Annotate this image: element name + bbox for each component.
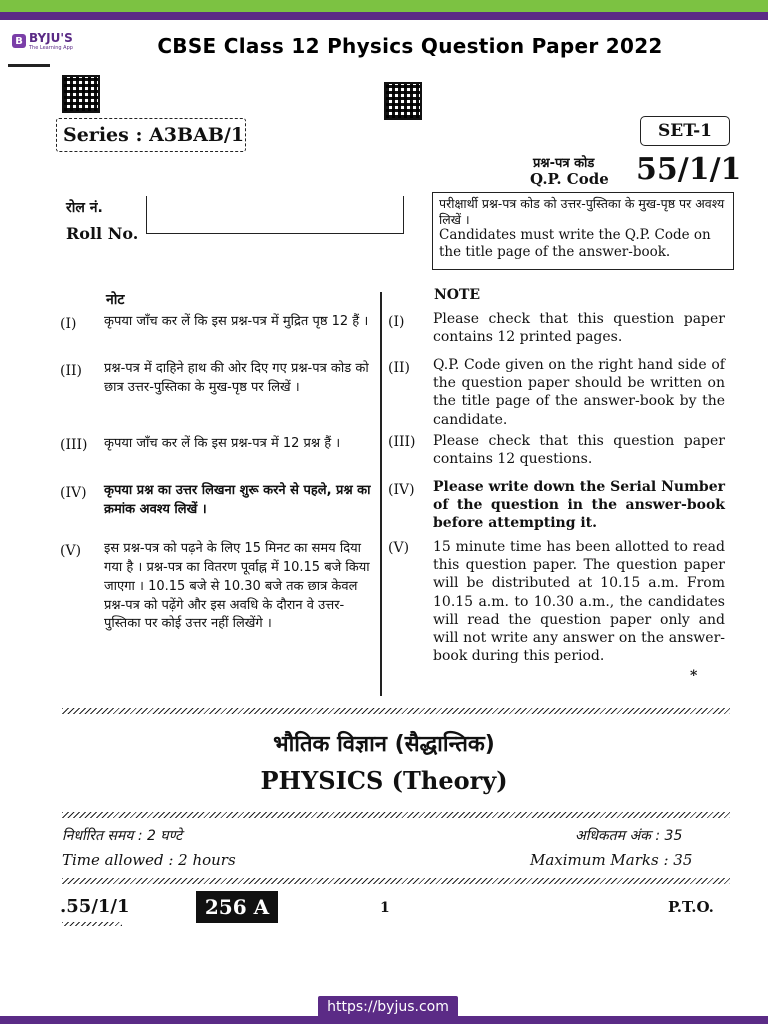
note-item: Q.P. Code given on the right hand side of the question paper should be written on the title page of the answer-book by the candidate. — [433, 357, 725, 428]
qp-code-label-hindi: प्रश्न-पत्र कोड — [533, 156, 595, 171]
note-heading: NOTE — [434, 287, 481, 303]
top-purple-bar — [0, 12, 768, 20]
note-number: (V) — [388, 540, 410, 556]
note-item: Please check that this question paper contains 12 questions. — [433, 433, 725, 468]
candidate-instruction-box — [432, 192, 734, 270]
brand-tagline: The Learning App — [29, 45, 73, 51]
note-number: (I) — [60, 316, 77, 332]
time-allowed: Time allowed : 2 hours — [62, 851, 236, 869]
footer-code-box: 256 A — [196, 891, 278, 923]
note-item-hindi: कृपया जाँच कर लें कि इस प्रश्न-पत्र में 12 प्रश्न हैं । — [104, 436, 341, 451]
note-item-hindi: कृपया जाँच कर लें कि इस प्रश्न-पत्र में मुद्रित पृष्ठ 12 हैं । — [104, 314, 369, 329]
note-number: (IV) — [388, 482, 415, 498]
note-number: (IV) — [60, 485, 87, 501]
footer-paper-code: .55/1/1 — [60, 896, 130, 917]
qp-code: 55/1/1 — [636, 152, 742, 187]
wavy-divider — [62, 708, 730, 714]
max-marks: Maximum Marks : 35 — [530, 851, 693, 869]
subject-title-hindi: भौतिक विज्ञान (सैद्धान्तिक) — [273, 732, 495, 757]
roll-label-hindi: रोल नं. — [66, 200, 103, 216]
website-link[interactable]: https://byjus.com — [318, 996, 458, 1018]
series-box: Series : A3BAB/1 — [56, 118, 246, 152]
max-marks-hindi: अधिकतम अंक : 35 — [575, 828, 683, 844]
qr-code-icon — [62, 75, 100, 113]
wavy-divider — [62, 878, 730, 884]
candidate-note-hindi: परीक्षार्थी प्रश्न-पत्र कोड को उत्तर-पुस्तिका के मुख-पृष्ठ पर अवश्य लिखें । — [439, 196, 725, 227]
note-item: Please check that this question paper contains 12 printed pages. — [433, 311, 725, 346]
brand-name: BYJU'S — [29, 31, 73, 45]
note-number: (V) — [60, 543, 82, 559]
note-number: (III) — [388, 434, 416, 450]
qp-code-label: Q.P. Code — [530, 170, 609, 188]
note-heading-hindi: नोट — [106, 292, 125, 308]
note-item-hindi: कृपया प्रश्न का उत्तर लिखना शुरू करने से पहले, प्रश्न का क्रमांक अवश्य लिखें । — [104, 483, 371, 517]
candidate-note: Candidates must write the Q.P. Code on the title page of the answer-book. — [439, 227, 711, 261]
note-item-hindi: प्रश्न-पत्र में दाहिने हाथ की ओर दिए गए प्रश्न-पत्र कोड को छात्र उत्तर-पुस्तिका के मुख-पृष्ठ पर लिखें । — [104, 361, 369, 395]
note-number: (II) — [60, 363, 82, 379]
byjus-logo-icon: B — [12, 34, 26, 48]
column-divider — [380, 292, 382, 696]
note-number: (II) — [388, 360, 410, 376]
roll-label: Roll No. — [66, 224, 139, 243]
dash-mark — [8, 64, 50, 67]
subject-title: PHYSICS (Theory) — [260, 766, 508, 795]
note-item-hindi: इस प्रश्न-पत्र को पढ़ने के लिए 15 मिनट का समय दिया गया है । प्रश्न-पत्र का वितरण पूर्वाह्न में 10.15 बजे किया जाएगा । 10.15 बजे से 10.30 बजे तक छात्र केवल प्रश्न-पत्र को पढ़ेंगे और इस अवधि के दौरान वे उत्तर-पुस्तिका पर कोई उत्तर नहीं लिखेंगे । — [104, 541, 370, 632]
top-green-bar — [0, 0, 768, 12]
note-item: 15 minute time has been allotted to read this question paper. The question paper will be distributed at 10.15 a.m. From 10.15 a.m. to 10.30 a.m., the candidates will read the question paper only and will not write any answer on the answer-book during this period. — [433, 539, 725, 665]
asterisk-mark: * — [690, 668, 698, 684]
footer-underline — [62, 922, 122, 926]
bottom-purple-bar — [0, 1016, 768, 1024]
page-number: 1 — [380, 900, 390, 916]
set-box: SET-1 — [640, 116, 730, 146]
page-title: CBSE Class 12 Physics Question Paper 2022 — [157, 34, 663, 58]
qr-code-icon — [384, 82, 422, 120]
pto-label: P.T.O. — [668, 898, 714, 916]
note-number: (I) — [388, 314, 405, 330]
note-number: (III) — [60, 437, 88, 453]
wavy-divider — [62, 812, 730, 818]
note-item: Please write down the Serial Number of the question in the answer-book before attempting it. — [433, 479, 725, 532]
byjus-logo[interactable] — [12, 30, 92, 52]
roll-number-field[interactable] — [146, 196, 404, 234]
time-allowed-hindi: निर्धारित समय : 2 घण्टे — [62, 828, 183, 844]
